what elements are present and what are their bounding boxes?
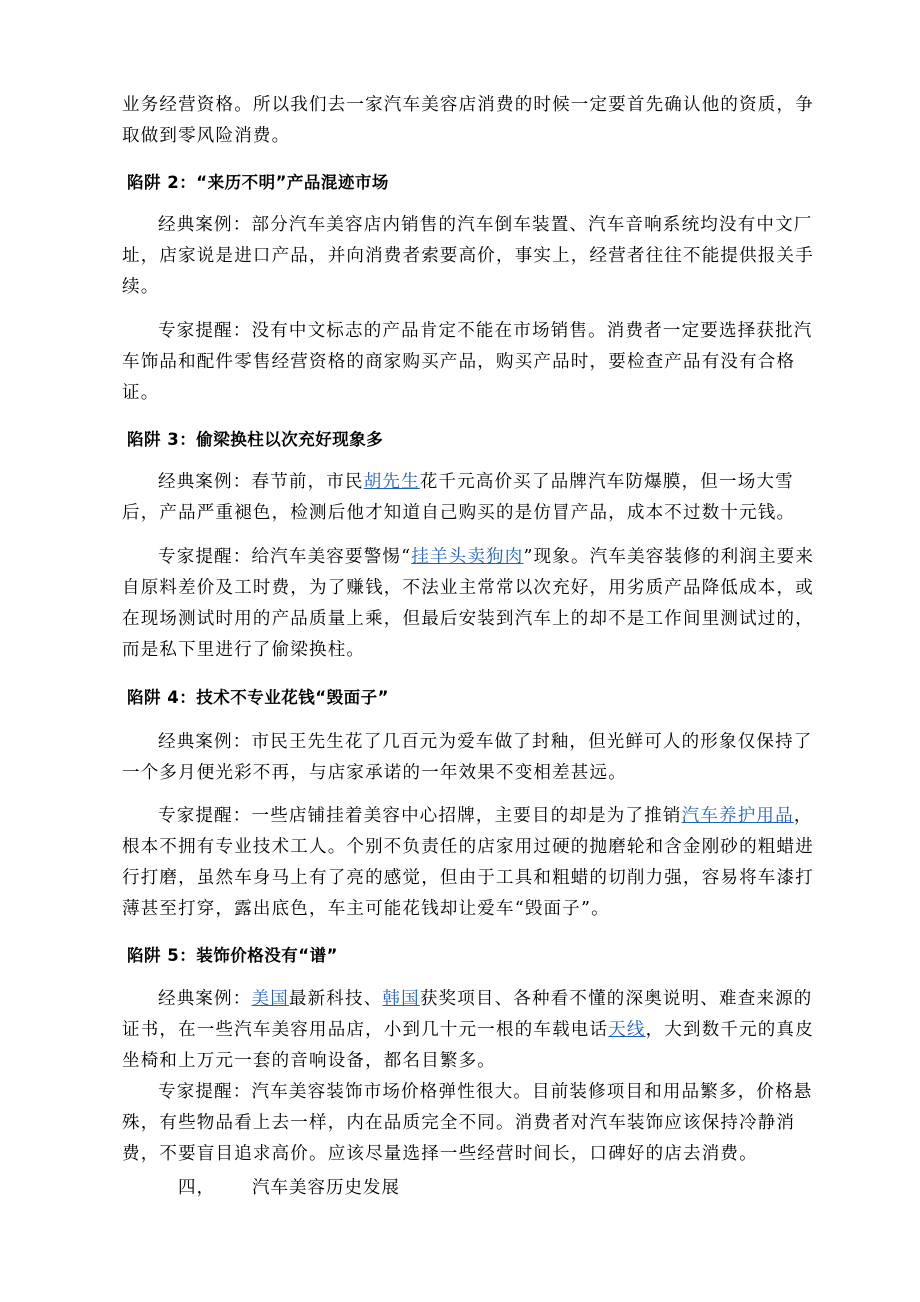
trap4-tip-text-b: ，根本不拥有专业技术工人。个别不负责任的店家用过硬的抛磨轮和含金刚砂的粗蜡进行打磨，虽然车身马上有了亮的感觉，但由于工具和粗蜡的切削力强，容易将车漆打薄甚至打穿，露出底色，车主可能花钱却让爱车“毁面子”。 — [122, 806, 814, 919]
trap5-tip-paragraph: 专家提醒：汽车美容装饰市场价格弹性很大。目前装修项目和用品繁多，价格悬殊，有些物品看上去一样，内在品质完全不同。消费者对汽车装饰应该保持冷静消费，不要盲目追求高价。应该尽量选择一些经营时间长，口碑好的店去消费。 — [122, 1082, 813, 1164]
trap3-case-text-b: 花千元高价买了品牌汽车防爆膜，但一场大雪后，产品严重褪色，检测后他才知道自己购买的是仿冒产品，成本不过数十元钱。 — [122, 472, 796, 523]
link-gua-yang-tou[interactable]: 挂羊头卖狗肉 — [411, 547, 524, 567]
link-car-care-products[interactable]: 汽车养护用品 — [681, 806, 794, 826]
trap4-heading: 陷阱 4：技术不专业花钱“毁面子” — [127, 688, 389, 707]
link-usa[interactable]: 美国 — [251, 989, 289, 1009]
section-number: 四， — [178, 1178, 215, 1198]
trap3-tip-text-a: 专家提醒：给汽车美容要警惕“ — [158, 547, 412, 567]
trap3-heading: 陷阱 3：偷梁换柱以次充好现象多 — [127, 430, 384, 449]
trap3-tip-text-b: ”现象。汽车美容装修的利润主要来自原料差价及工时费，为了赚钱，不法业主常常以次充好，用劣质产品降低成本，或在现场测试时用的产品质量上乘，但最后安装到汽车上的却不是工作间里测试过的，而是私下里进行了偷梁换柱。 — [122, 547, 815, 660]
trap5-heading: 陷阱 5：装饰价格没有“谱” — [127, 946, 338, 965]
trap5-case-text-a: 经典案例： — [158, 989, 252, 1009]
trap5-case-text-c: 获奖项目、各种看不懂的深奥说明、难查来源的证书，在一些汽车美容用品店，小到几十元一根的车载电话 — [122, 989, 813, 1040]
trap5-case-text-d: ，大到数千元的真皮坐椅和上万元一套的音响设备，都名目繁多。 — [122, 1020, 814, 1071]
trap3-tip-paragraph — [122, 542, 827, 666]
trap2-heading: 陷阱 2：“来历不明”产品混迹市场 — [127, 173, 389, 192]
trap5-case-paragraph — [122, 984, 827, 1077]
section-title: 汽车美容历史发展 — [252, 1178, 400, 1198]
trap4-tip-paragraph — [122, 801, 827, 925]
trap4-case-paragraph: 经典案例：市民王先生花了几百元为爱车做了封釉，但光鲜可人的形象仅保持了一个多月便光彩不再，与店家承诺的一年效果不变相差甚远。 — [122, 732, 813, 783]
link-hu-xiansheng[interactable]: 胡先生 — [363, 472, 420, 492]
intro-paragraph: 业务经营资格。所以我们去一家汽车美容店消费的时候一定要首先确认他的资质，争取做到零风险消费。 — [122, 95, 814, 146]
trap2-case-paragraph: 经典案例：部分汽车美容店内销售的汽车倒车装置、汽车音响系统均没有中文厂址，店家说是进口产品，并向消费者索要高价，事实上，经营者往往不能提供报关手续。 — [122, 215, 814, 297]
trap5-case-text-b: 最新科技、 — [288, 989, 383, 1009]
trap4-tip-text-a: 专家提醒：一些店铺挂着美容中心招牌，主要目的却是为了推销 — [158, 806, 682, 826]
link-korea[interactable]: 韩国 — [382, 989, 420, 1009]
trap3-case-paragraph — [122, 467, 827, 529]
link-antenna[interactable]: 天线 — [608, 1020, 646, 1040]
trap3-case-text-a: 经典案例：春节前，市民 — [158, 472, 364, 492]
trap2-tip-paragraph: 专家提醒：没有中文标志的产品肯定不能在市场销售。消费者一定要选择获批汽车饰品和配件零售经营资格的商家购买产品，购买产品时，要检查产品有没有合格证。 — [122, 321, 813, 403]
